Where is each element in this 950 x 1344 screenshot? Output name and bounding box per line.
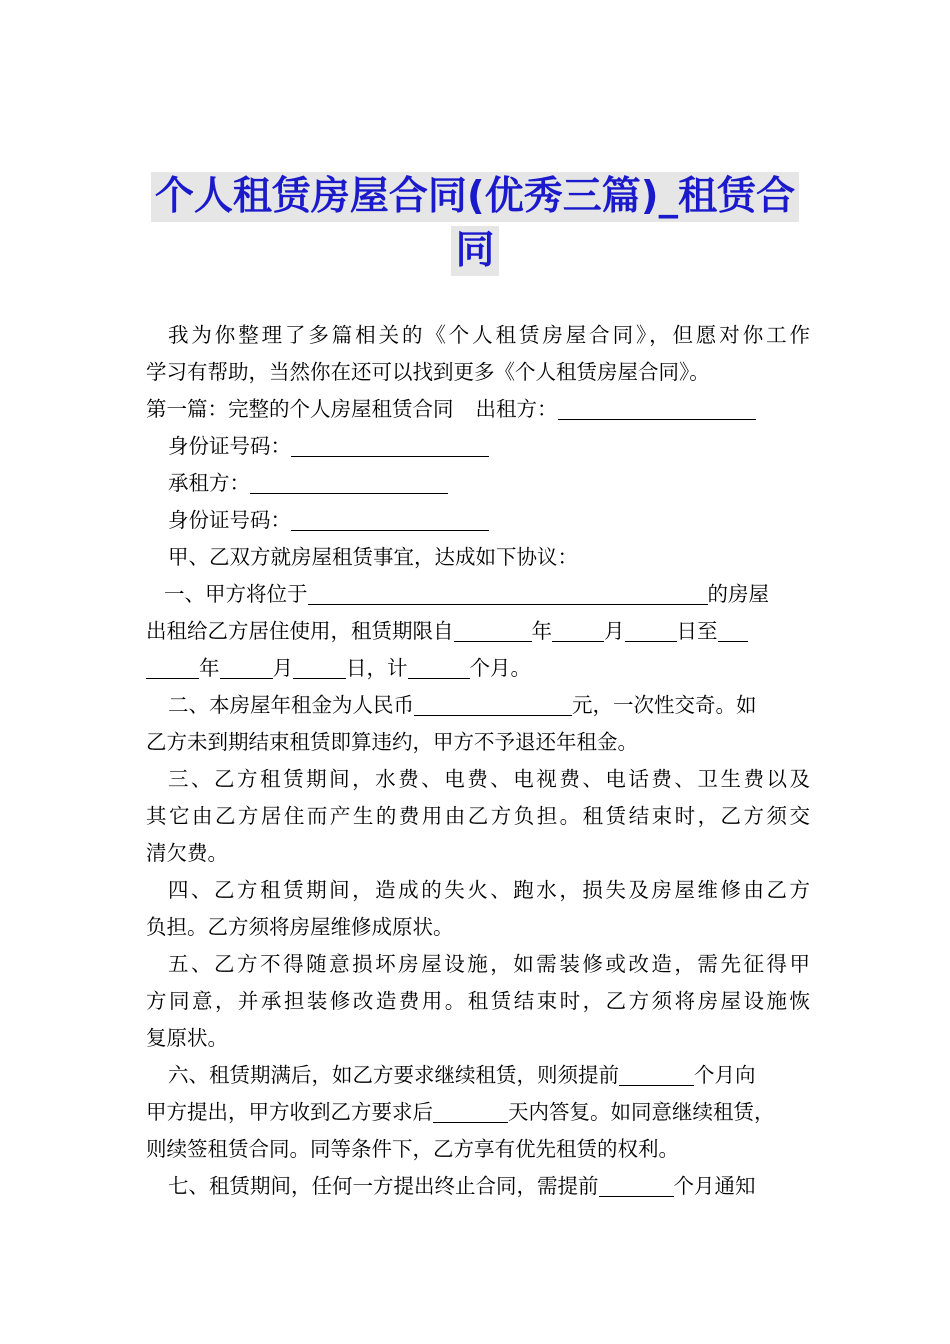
clause-6-line-1 bbox=[146, 1057, 810, 1094]
month-label-2: 月 bbox=[272, 656, 293, 680]
clause-5-line-2: 方同意，并承担装修改造费用。租赁结束时，乙方须将房屋设施恢 bbox=[146, 989, 810, 1013]
clause-1-line-2 bbox=[146, 613, 810, 650]
end-day-blank[interactable] bbox=[293, 654, 346, 679]
year-label-2: 年 bbox=[199, 656, 220, 680]
title-line-2: 同 bbox=[451, 226, 498, 276]
start-month-blank[interactable] bbox=[552, 617, 604, 642]
clause-7-text-b: 个月通知 bbox=[673, 1174, 756, 1198]
intro-line-1: 我为你整理了多篇相关的《个人租赁房屋合同》，但愿对你工作 bbox=[168, 323, 810, 347]
document-body bbox=[146, 317, 810, 1205]
clause-6-text-d: 天内答复。如同意继续租赁， bbox=[508, 1100, 775, 1124]
lessor-id-label: 身份证号码： bbox=[168, 434, 291, 458]
clause-1-line-1 bbox=[146, 576, 810, 613]
clause-5-line-3: 复原状。 bbox=[146, 1026, 228, 1050]
agreement-intro: 甲、乙双方就房屋租赁事宜，达成如下协议： bbox=[168, 545, 578, 569]
day-to-label: 日至 bbox=[676, 619, 718, 643]
months-label: 个月。 bbox=[469, 656, 531, 680]
lessor-label: 出租方： bbox=[475, 397, 558, 421]
lessee-blank[interactable] bbox=[250, 469, 448, 494]
reply-days-blank[interactable] bbox=[433, 1098, 508, 1123]
clause-1-text-b: 的房屋 bbox=[707, 582, 769, 606]
document-title bbox=[0, 172, 950, 276]
lessee-id-line bbox=[146, 502, 810, 539]
start-day-blank[interactable] bbox=[625, 617, 677, 642]
clause-1-line-3 bbox=[146, 650, 810, 687]
clause-6-text-c: 甲方提出，甲方收到乙方要求后 bbox=[146, 1100, 433, 1124]
clause-6-line-2 bbox=[146, 1094, 810, 1131]
lessee-label: 承租方： bbox=[168, 471, 250, 495]
intro-line-2: 学习有帮助，当然你在还可以找到更多《个人租赁房屋合同》。 bbox=[146, 360, 710, 384]
clause-6-text-a: 六、租赁期满后，如乙方要求继续租赁，则须提前 bbox=[168, 1063, 619, 1087]
lessor-id-blank[interactable] bbox=[291, 432, 489, 457]
lessor-id-line bbox=[146, 428, 810, 465]
clause-3-line-3: 清欠费。 bbox=[146, 841, 228, 865]
lessee-line bbox=[146, 465, 810, 502]
total-months-blank[interactable] bbox=[408, 654, 470, 679]
start-year-blank[interactable] bbox=[454, 617, 532, 642]
lessee-id-label: 身份证号码： bbox=[168, 508, 291, 532]
clause-4-line-2: 负担。乙方须将房屋维修成原状。 bbox=[146, 915, 454, 939]
location-blank[interactable] bbox=[308, 580, 708, 605]
renewal-months-blank[interactable] bbox=[619, 1061, 694, 1086]
end-year-blank-b[interactable] bbox=[146, 654, 199, 679]
clause-5-line-1: 五、乙方不得随意损坏房屋设施，如需装修或改造，需先征得甲 bbox=[168, 952, 810, 976]
clause-2-text-b: 元，一次性交奇。如 bbox=[572, 693, 757, 717]
lessor-blank[interactable] bbox=[558, 395, 756, 420]
end-year-blank-a[interactable] bbox=[718, 617, 748, 642]
day-total-label: 日，计 bbox=[346, 656, 408, 680]
notice-months-blank[interactable] bbox=[599, 1172, 674, 1197]
clause-1-text-c: 出租给乙方居住使用，租赁期限自 bbox=[146, 619, 454, 643]
clause-6-text-b: 个月向 bbox=[694, 1063, 756, 1087]
month-label: 月 bbox=[604, 619, 625, 643]
end-month-blank[interactable] bbox=[220, 654, 273, 679]
year-label: 年 bbox=[531, 619, 552, 643]
rent-blank[interactable] bbox=[414, 691, 572, 716]
clause-3-line-1: 三、乙方租赁期间，水费、电费、电视费、电话费、卫生费以及 bbox=[168, 767, 810, 791]
clause-7-line-1 bbox=[146, 1168, 810, 1205]
section-heading: 第一篇：完整的个人房屋租赁合同 bbox=[146, 397, 454, 421]
clause-6-line-3: 则续签租赁合同。同等条件下，乙方享有优先租赁的权利。 bbox=[146, 1137, 679, 1161]
clause-2-line-1 bbox=[146, 687, 810, 724]
clause-7-text-a: 七、租赁期间，任何一方提出终止合同，需提前 bbox=[168, 1174, 599, 1198]
clause-2-text-a: 二、本房屋年租金为人民币 bbox=[168, 693, 414, 717]
clause-1-text-a: 一、甲方将位于 bbox=[164, 582, 308, 606]
clause-3-line-2: 其它由乙方居住而产生的费用由乙方负担。租赁结束时，乙方须交 bbox=[146, 804, 810, 828]
clause-4-line-1: 四、乙方租赁期间，造成的失火、跑水，损失及房屋维修由乙方 bbox=[168, 878, 810, 902]
title-line-1: 个人租赁房屋合同(优秀三篇)_租赁合 bbox=[151, 172, 799, 222]
lessee-id-blank[interactable] bbox=[291, 506, 489, 531]
clause-2-line-2: 乙方未到期结束租赁即算违约，甲方不予退还年租金。 bbox=[146, 730, 638, 754]
section-heading-line bbox=[146, 391, 810, 428]
